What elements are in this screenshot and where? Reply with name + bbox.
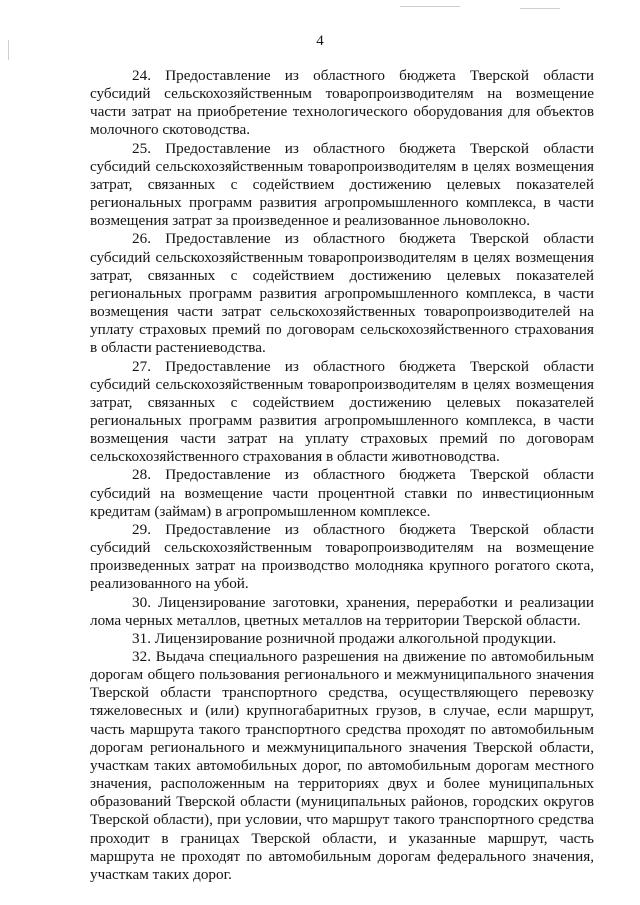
list-item-25: 25. Предоставление из областного бюджета Тверской области субсидий сельскохозяйственным товаропроизводителям в целях возмещения затрат, связанных с содействием достижению целевых показателей региональных программ развития агропромышленного комплекса, в части возмещения затрат за произведенное и реализованное льноволокно. [90,139,594,230]
list-item-30: 30. Лицензирование заготовки, хранения, переработки и реализации лома черных металлов, цветных металлов на территории Тверской области. [90,593,594,629]
list-item-32: 32. Выдача специального разрешения на движение по автомобильным дорогам общего пользования регионального и межмуниципального значения Тверской области транспортного средства, осуществляющего перевозку тяжеловесных и (или) крупногабаритных грузов, в случае, если маршрут, часть маршрута такого транспортного средства проходят по автомобильным дорогам регионального и межмуниципального значения Тверской области, участкам таких автомобильных дорог, по автомобильным дорогам местного значения, расположенным на территориях двух и более муниципальных образований Тверской области (муниципальных районов, городских округов Тверской области), при условии, что маршрут такого транспортного средства проходит в границах Тверской области, и указанные маршрут, часть маршрута не проходят по автомобильным дорогам федерального значения, участкам таких дорог. [90,648,594,883]
list-item-28: 28. Предоставление из областного бюджета Тверской области субсидий на возмещение части процентной ставки по инвестиционным кредитам (займам) в агропромышленном комплексе. [90,466,594,520]
list-item-27: 27. Предоставление из областного бюджета Тверской области субсидий сельскохозяйственным товаропроизводителям в целях возмещения затрат, связанных с содействием достижению целевых показателей региональных программ развития агропромышленного комплекса, в части возмещения части затрат на уплату страховых премий по договорам сельскохозяйственного страхования в области животноводства. [90,357,594,466]
list-item-31: 31. Лицензирование розничной продажи алкогольной продукции. [132,629,557,647]
scan-artifact [520,8,560,9]
document-body [90,67,594,884]
list-item-26: 26. Предоставление из областного бюджета Тверской области субсидий сельскохозяйственным товаропроизводителям в целях возмещения затрат, связанных с содействием достижению целевых показателей региональных программ развития агропромышленного комплекса, в части возмещения части затрат сельскохозяйственных товаропроизводителей на уплату страховых премий по договорам сельскохозяйственного страхования в области растениеводства. [90,230,594,357]
list-item-29: 29. Предоставление из областного бюджета Тверской области субсидий сельскохозяйственным товаропроизводителям на возмещение произведенных затрат на производство молодняка крупного рогатого скота, реализованного на убой. [90,520,594,593]
page-number: 4 [316,33,324,49]
list-item-24: 24. Предоставление из областного бюджета Тверской области субсидий сельскохозяйственным товаропроизводителям на возмещение части затрат на приобретение технологического оборудования для объектов молочного скотоводства. [90,67,594,139]
scan-artifact [400,6,460,7]
